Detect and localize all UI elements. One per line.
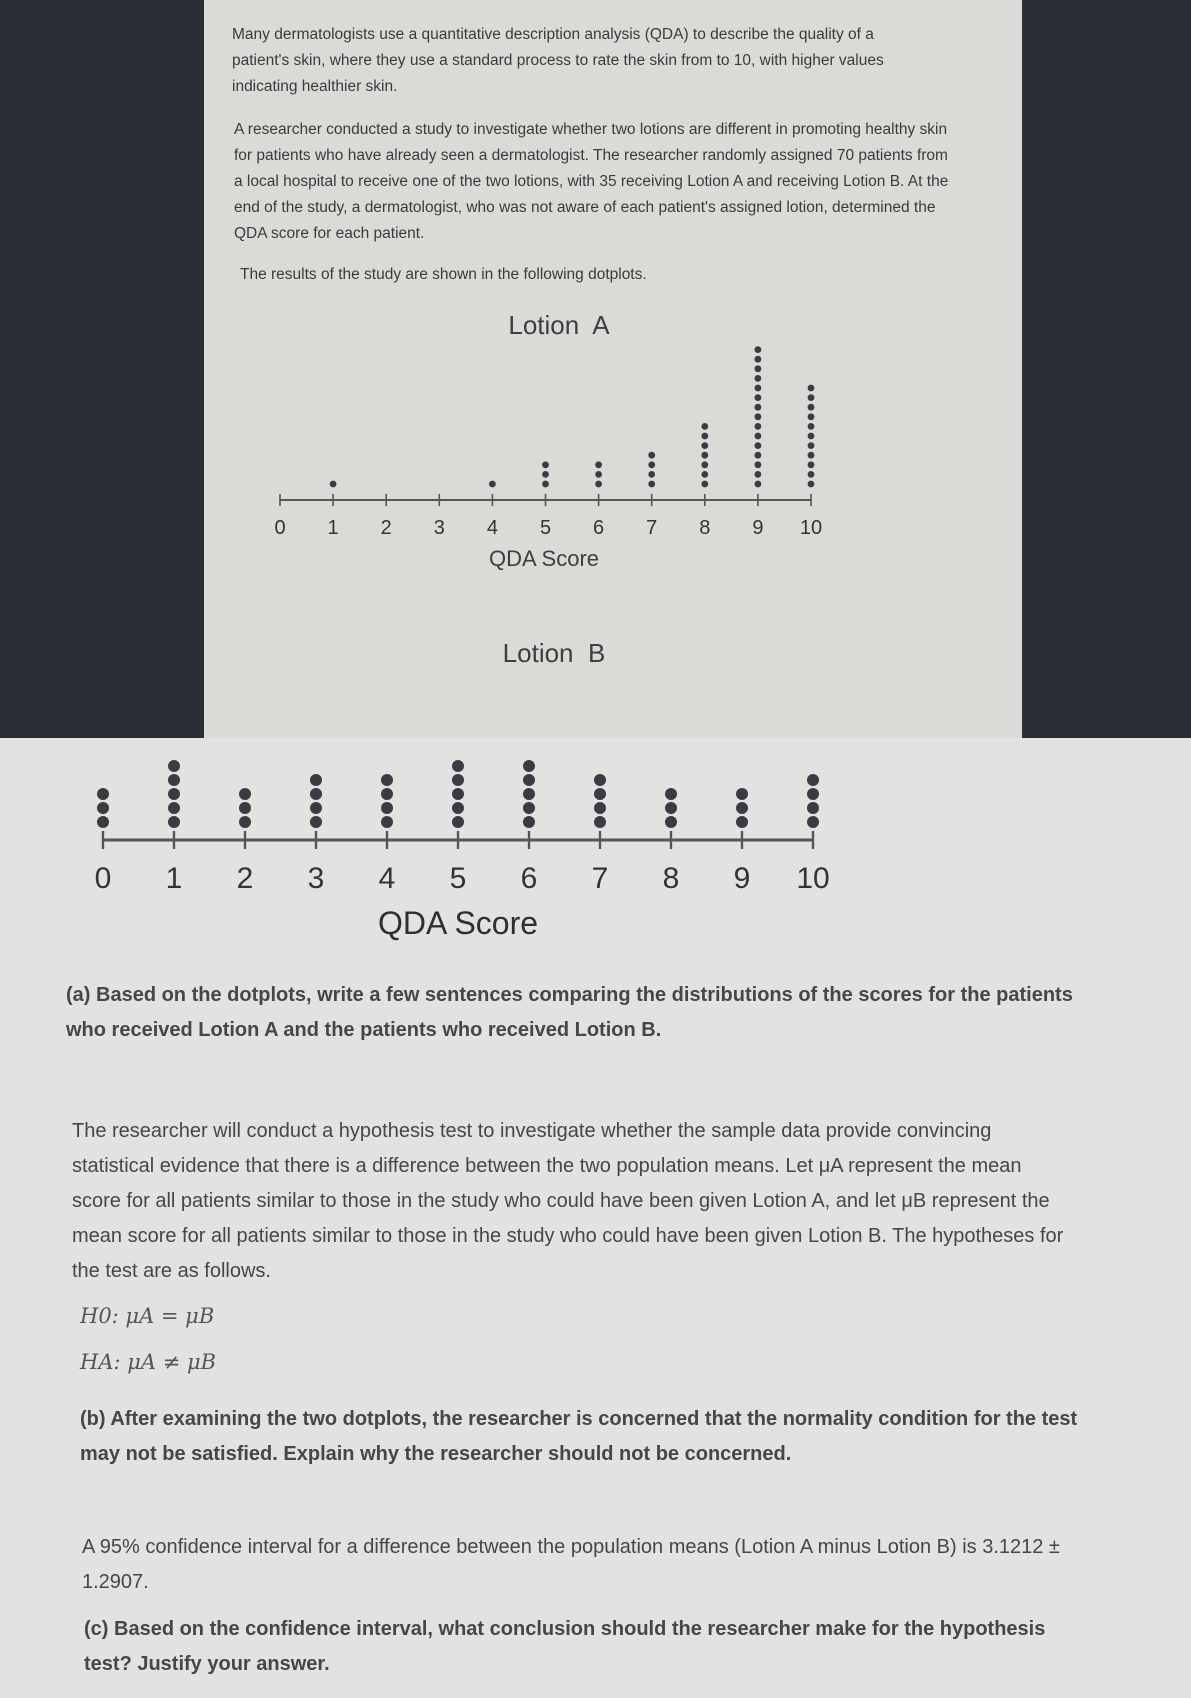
tick-label: 4: [378, 862, 396, 895]
dot: [701, 442, 708, 449]
dot: [168, 760, 180, 772]
tick-label: 5: [449, 862, 467, 895]
dot: [755, 442, 762, 449]
dotplot-a-xlabel: QDA Score: [488, 546, 600, 571]
dot: [648, 461, 655, 468]
dot: [310, 774, 322, 786]
dot: [381, 788, 393, 800]
dot: [807, 816, 819, 828]
tick-label: 1: [327, 517, 339, 539]
dot: [755, 346, 762, 353]
dot: [595, 481, 602, 488]
dot: [452, 816, 464, 828]
dot: [523, 788, 535, 800]
tick-label: 6: [520, 862, 538, 895]
intro-paragraph-2: A researcher conducted a study to investigate whether two lotions are different in promoting healthy skin for patients who have already seen a dermatologist. The researcher randomly assigned 70 patients from a local hospital to receive one of the two lotions, with 35 receiving Lotion A and receiving Lotion B. At the end of the study, a dermatologist, who was not aware of each patient's assigned lotion, determined the QDA score for each patient.: [234, 121, 949, 242]
dot: [523, 816, 535, 828]
dot: [807, 788, 819, 800]
dot: [665, 788, 677, 800]
dot: [594, 774, 606, 786]
dot: [808, 423, 815, 430]
dot: [755, 375, 762, 382]
null-hypothesis: H0: μA = μB: [80, 1304, 215, 1328]
dot: [808, 442, 815, 449]
tick-label: 4: [486, 517, 498, 539]
dot: [701, 471, 708, 478]
tick-label: 9: [733, 862, 751, 895]
question-setup: The researcher will conduct a hypothesis test to investigate whether the sample data provide convincing statistical evidence that there is a difference between the two population means. Let μA represent the mean score for all patients similar to those in the study who could have been given Lotion A, and let μB represent the mean score for all patients similar to those in the study who could have been given Lotion B. The hypotheses for the test are as follows.: [72, 1120, 1064, 1282]
dot: [523, 760, 535, 772]
dot: [381, 774, 393, 786]
dot: [239, 802, 251, 814]
dot: [755, 394, 762, 401]
dot: [648, 452, 655, 459]
dot: [97, 802, 109, 814]
dot: [489, 481, 496, 488]
tick-label: 1: [165, 862, 183, 895]
dot: [648, 481, 655, 488]
dot: [808, 471, 815, 478]
dot: [542, 481, 549, 488]
dotplot-lotion-a: [204, 296, 1022, 626]
alternative-hypothesis: HA: μA ≠ μB: [80, 1350, 217, 1374]
tick-label: 10: [796, 862, 830, 895]
dot: [452, 774, 464, 786]
dot: [168, 802, 180, 814]
dotplot-b-title: Lotion B: [502, 638, 606, 668]
bottom-page: [0, 738, 1191, 1698]
intro-paragraph-3: The results of the study are shown in the following dotplots.: [240, 266, 647, 283]
tick-label: 6: [593, 517, 605, 539]
dot: [542, 471, 549, 478]
tick-label: 2: [380, 517, 392, 539]
tick-label: 7: [591, 862, 609, 895]
dot: [330, 481, 337, 488]
question-c: (c) Based on the confidence interval, what conclusion should the researcher make for the hypothesis test? Justify your answer.: [84, 1618, 1046, 1675]
dot: [736, 816, 748, 828]
dot: [808, 461, 815, 468]
dot: [595, 461, 602, 468]
tick-label: 0: [94, 862, 112, 895]
dot: [310, 802, 322, 814]
dot: [594, 802, 606, 814]
dot: [595, 471, 602, 478]
dot: [523, 802, 535, 814]
dot: [701, 452, 708, 459]
dot: [808, 385, 815, 392]
tick-label: 3: [307, 862, 325, 895]
dot: [755, 385, 762, 392]
question-a: (a) Based on the dotplots, write a few sentences comparing the distributions of the scores for the patients who received Lotion A and the patients who received Lotion B.: [66, 984, 1073, 1041]
dot: [807, 774, 819, 786]
dot: [97, 816, 109, 828]
tick-label: 7: [646, 517, 658, 539]
dot: [701, 481, 708, 488]
dot: [168, 816, 180, 828]
dot: [239, 788, 251, 800]
dot: [665, 816, 677, 828]
dotplot-lotion-b-title-area: [204, 628, 1022, 688]
dot: [755, 365, 762, 372]
dot: [381, 816, 393, 828]
dotplot-lotion-b: [0, 738, 900, 958]
dot: [807, 802, 819, 814]
tick-label: 10: [799, 517, 823, 539]
question-b: (b) After examining the two dotplots, the researcher is concerned that the normality condition for the test may not be satisfied. Explain why the researcher should not be concerned.: [80, 1408, 1078, 1465]
dot: [452, 788, 464, 800]
dot: [755, 433, 762, 440]
dot: [168, 774, 180, 786]
dot: [755, 481, 762, 488]
dot: [755, 461, 762, 468]
top-page: [204, 0, 1022, 738]
tick-label: 3: [433, 517, 445, 539]
dot: [736, 788, 748, 800]
dot: [755, 471, 762, 478]
confidence-interval-statement: A 95% confidence interval for a difference between the population means (Lotion A minus Lotion B) is 3.1212 ± 1.2907.: [82, 1536, 1060, 1593]
dot: [701, 423, 708, 430]
dot: [168, 788, 180, 800]
dot: [97, 788, 109, 800]
dot: [808, 481, 815, 488]
dot: [808, 413, 815, 420]
dot: [755, 404, 762, 411]
dot: [310, 816, 322, 828]
dot: [808, 394, 815, 401]
dot: [701, 433, 708, 440]
dot: [381, 802, 393, 814]
tick-label: 5: [539, 517, 552, 539]
tick-label: 0: [274, 517, 286, 539]
dot: [452, 760, 464, 772]
dot: [310, 788, 322, 800]
tick-label: 8: [699, 517, 711, 539]
dot: [808, 452, 815, 459]
dot: [755, 413, 762, 420]
dot: [523, 774, 535, 786]
dot: [755, 423, 762, 430]
dot: [452, 802, 464, 814]
tick-label: 9: [752, 517, 764, 539]
dot: [755, 452, 762, 459]
dot: [736, 802, 748, 814]
dot: [594, 816, 606, 828]
dot: [665, 802, 677, 814]
tick-label: 8: [662, 862, 680, 895]
dot: [701, 461, 708, 468]
dot: [648, 471, 655, 478]
dot: [808, 433, 815, 440]
dotplot-a-title: Lotion A: [508, 310, 610, 340]
dot: [808, 404, 815, 411]
dot: [542, 461, 549, 468]
dot: [755, 356, 762, 363]
dot: [239, 816, 251, 828]
dot: [594, 788, 606, 800]
dotplot-b-xlabel: QDA Score: [377, 905, 539, 941]
intro-paragraph-1: Many dermatologists use a quantitative description analysis (QDA) to describe the quality of a patient's skin, where they use a standard process to rate the skin from to 10, with higher values indicating healthier skin.: [232, 26, 884, 95]
tick-label: 2: [236, 862, 254, 895]
